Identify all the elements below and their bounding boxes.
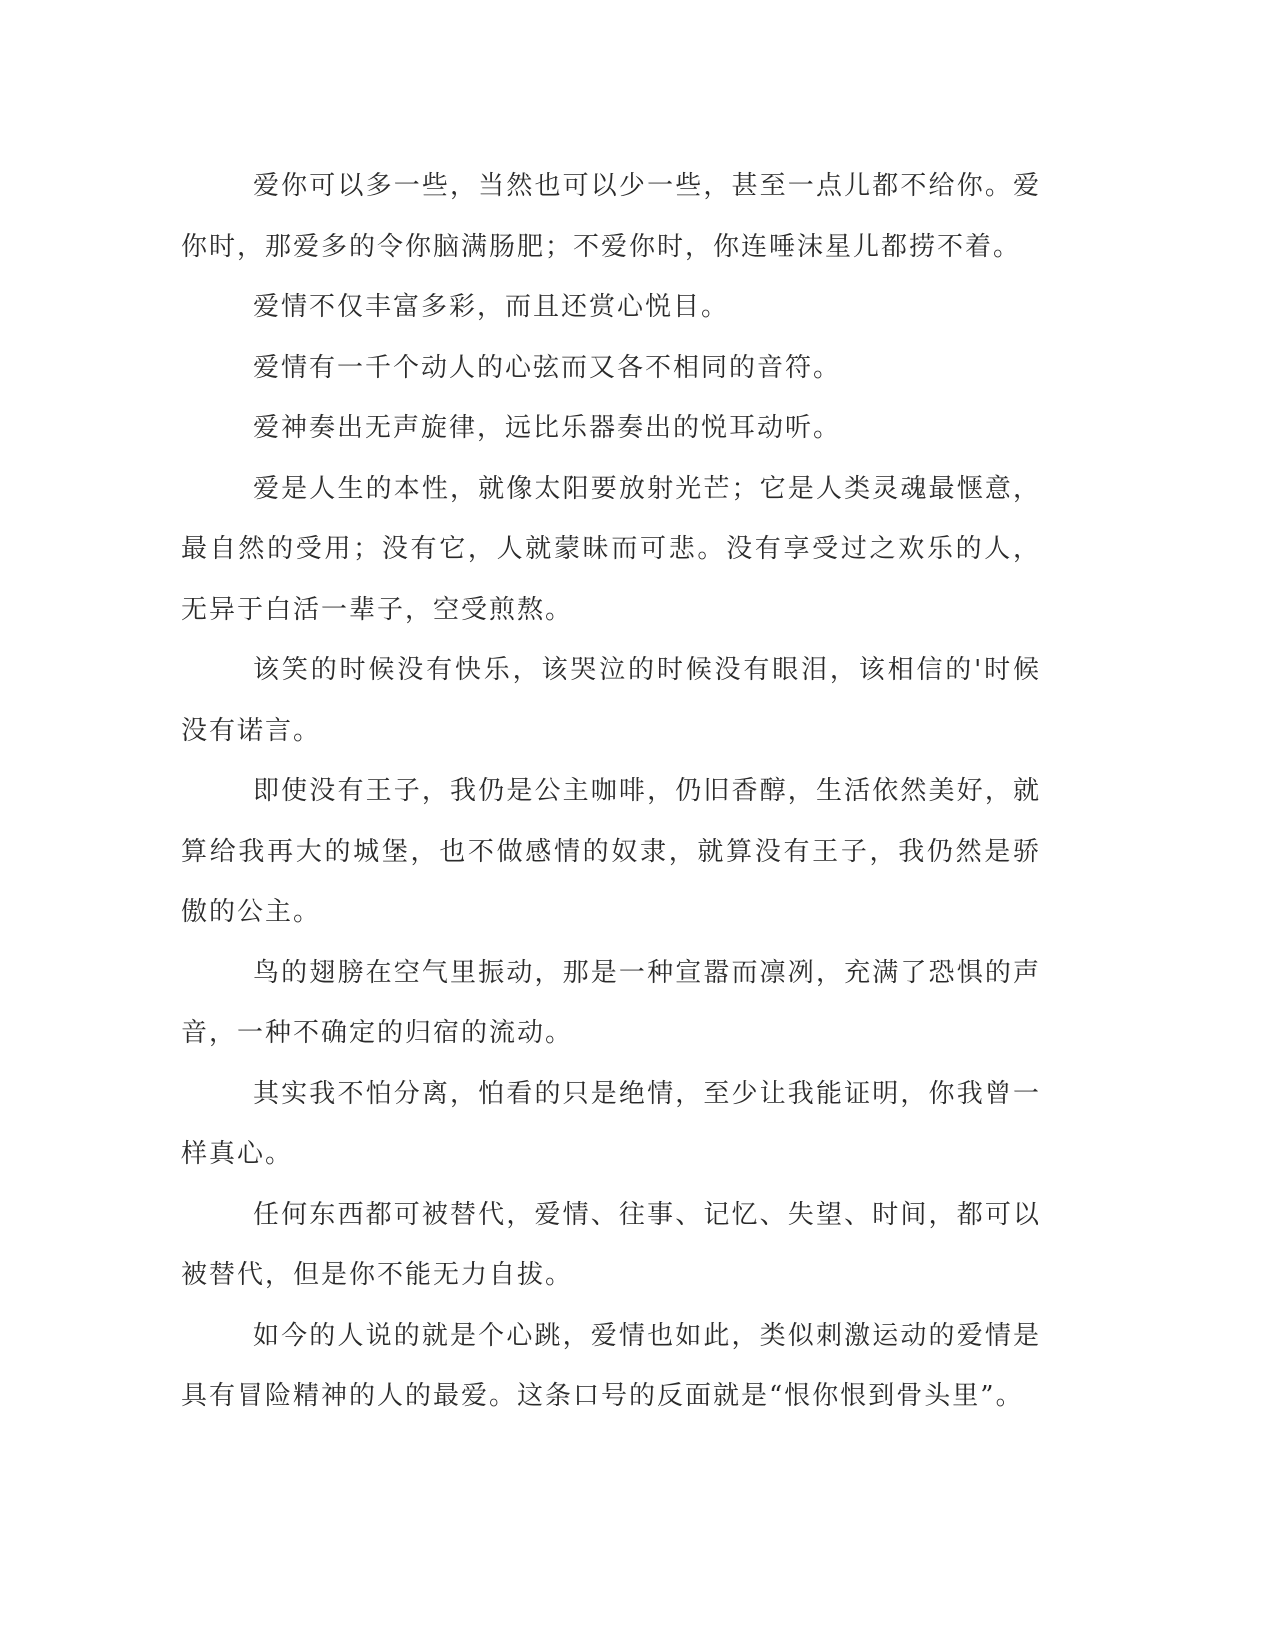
paragraph: 如今的人说的就是个心跳，爱情也如此，类似刺激运动的爱情是具有冒险精神的人的最爱。这条口号的反面就是“恨你恨到骨头里”。 xyxy=(181,1320,1041,1411)
document-body xyxy=(181,156,1041,1427)
paragraph: 即使没有王子，我仍是公主咖啡，仍旧香醇，生活依然美好，就算给我再大的城堡，也不做感情的奴隶，就算没有王子，我仍然是骄傲的公主。 xyxy=(181,776,1041,927)
paragraph: 爱情不仅丰富多彩，而且还赏心悦目。 xyxy=(253,292,730,322)
paragraph: 爱情有一千个动人的心弦而又各不相同的音符。 xyxy=(253,352,842,383)
paragraph: 爱是人生的本性，就像太阳要放射光芒；它是人类灵魂最惬意，最自然的受用；没有它，人就蒙昧而可悲。没有享受过之欢乐的人，无异于白活一辈子，空受煎熬。 xyxy=(181,473,1041,625)
paragraph: 该笑的时候没有快乐，该哭泣的时候没有眼泪，该相信的'时候没有诺言。 xyxy=(181,655,1041,746)
paragraph: 爱神奏出无声旋律，远比乐器奏出的悦耳动听。 xyxy=(253,413,842,443)
paragraph: 爱你可以多一些，当然也可以少一些，甚至一点儿都不给你。爱你时，那爱多的令你脑满肠肥；不爱你时，你连唾沫星儿都捞不着。 xyxy=(181,171,1041,262)
paragraph: 鸟的翅膀在空气里振动，那是一种宣嚣而凛冽，充满了恐惧的声音，一种不确定的归宿的流动。 xyxy=(181,957,1041,1048)
paragraph: 任何东西都可被替代，爱情、往事、记忆、失望、时间，都可以被替代，但是你不能无力自拔。 xyxy=(181,1199,1041,1290)
paragraph: 其实我不怕分离，怕看的只是绝情，至少让我能证明，你我曾一样真心。 xyxy=(181,1078,1041,1169)
